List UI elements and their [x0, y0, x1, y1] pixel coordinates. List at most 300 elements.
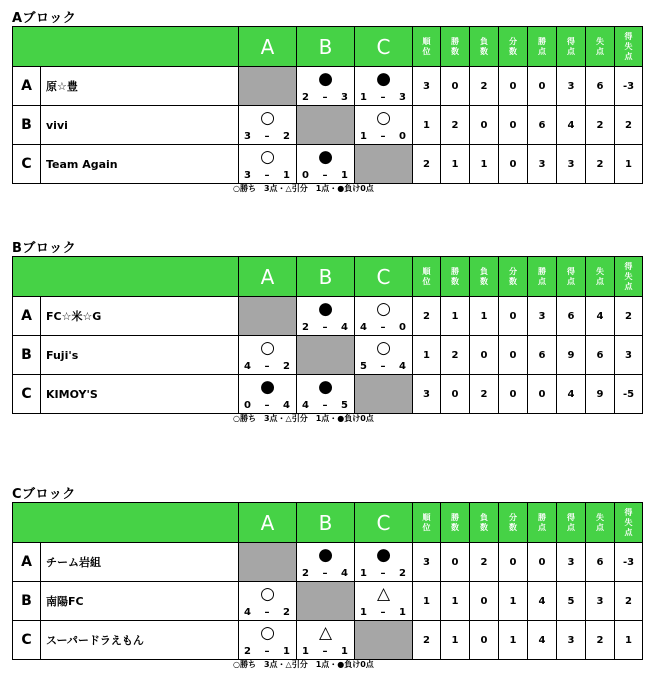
score-separator: –: [322, 170, 328, 181]
stat-header-char: 勝: [451, 266, 459, 276]
match-score: [244, 607, 290, 618]
stat-cell: 6: [528, 106, 557, 145]
score-home: 4: [302, 400, 309, 411]
stat-cell: 3: [413, 375, 441, 414]
score-separator: –: [380, 131, 386, 142]
header-row: [13, 27, 643, 67]
score-away: 2: [283, 607, 290, 618]
stat-cell: 1: [615, 621, 643, 660]
score-away: 2: [283, 131, 290, 142]
self-match-cell: [355, 375, 413, 414]
stat-header-char: 点: [538, 46, 546, 56]
win-mark-icon: ○: [260, 147, 275, 167]
row-label: B: [13, 582, 41, 621]
match-result-cell: [239, 145, 297, 184]
score-away: 1: [399, 607, 406, 618]
team-name: 南陽FC: [41, 582, 239, 621]
score-separator: –: [322, 92, 328, 103]
score-home: 3: [244, 170, 251, 181]
stat-header-char: 点: [624, 281, 633, 291]
score-separator: –: [264, 170, 270, 181]
score-home: 1: [360, 131, 367, 142]
match-score: [360, 322, 406, 333]
stat-cell: 0: [470, 582, 499, 621]
match-result-cell: [239, 621, 297, 660]
stat-cell: 3: [413, 67, 441, 106]
stat-cell: 6: [586, 67, 615, 106]
match-result-cell: [297, 543, 355, 582]
stat-header-char: 失: [624, 517, 633, 527]
score-separator: –: [264, 400, 270, 411]
stat-header-char: 勝: [451, 36, 459, 46]
team-row: [13, 375, 643, 414]
row-label: C: [13, 621, 41, 660]
match-score: [360, 92, 406, 103]
score-separator: –: [264, 361, 270, 372]
stat-cell: 0: [441, 67, 470, 106]
row-label: B: [13, 106, 41, 145]
stat-cell: 2: [586, 145, 615, 184]
stat-header-char: 負: [480, 266, 488, 276]
column-header-stat: [441, 257, 470, 297]
stat-cell: 4: [557, 375, 586, 414]
points-legend: ○勝ち 3点・△引分 1点・●負け0点: [233, 414, 374, 423]
score-home: 1: [302, 646, 309, 657]
stat-header-char: 負: [480, 512, 488, 522]
stat-cell: 3: [557, 543, 586, 582]
match-result-cell: [297, 621, 355, 660]
score-home: 2: [244, 646, 251, 657]
score-away: 1: [283, 646, 290, 657]
match-result-cell: [355, 336, 413, 375]
column-header-stat: [413, 27, 441, 67]
loss-mark-icon: ●: [260, 377, 275, 397]
stat-cell: 0: [528, 375, 557, 414]
match-score: [360, 131, 406, 142]
column-header-stat: [499, 257, 528, 297]
stat-cell: 0: [528, 543, 557, 582]
score-separator: –: [322, 400, 328, 411]
team-row: [13, 67, 643, 106]
column-header-team: A: [239, 257, 297, 297]
column-header-stat: [615, 503, 643, 543]
score-home: 1: [360, 92, 367, 103]
stat-cell: 0: [499, 106, 528, 145]
match-result-cell: [239, 106, 297, 145]
match-score: [360, 568, 406, 579]
stat-cell: 2: [615, 106, 643, 145]
team-row: [13, 297, 643, 336]
stat-header-char: 分: [509, 512, 517, 522]
standings-table: [12, 502, 643, 660]
stat-header-char: 分: [509, 266, 517, 276]
stat-cell: 0: [499, 336, 528, 375]
column-header-stat: [528, 257, 557, 297]
stat-cell: 6: [528, 336, 557, 375]
match-result-cell: [239, 336, 297, 375]
score-separator: –: [322, 646, 328, 657]
match-score: [360, 361, 406, 372]
score-separator: –: [264, 646, 270, 657]
match-result-cell: [355, 297, 413, 336]
self-match-cell: [355, 145, 413, 184]
match-score: [302, 568, 348, 579]
stat-cell: 4: [557, 106, 586, 145]
stat-cell: 0: [499, 543, 528, 582]
header-row: [13, 257, 643, 297]
match-score: [244, 131, 290, 142]
stat-header-char: 点: [596, 46, 604, 56]
stat-cell: 2: [441, 336, 470, 375]
score-away: 0: [399, 131, 406, 142]
column-header-stat: [586, 27, 615, 67]
standings-table: [12, 26, 643, 184]
header-blank-cell: [13, 27, 239, 67]
stat-cell: 2: [586, 621, 615, 660]
column-header-team: B: [297, 503, 355, 543]
stat-cell: 1: [413, 106, 441, 145]
stat-cell: 3: [413, 543, 441, 582]
stat-cell: 2: [470, 543, 499, 582]
stat-header-char: 点: [624, 51, 633, 61]
match-result-cell: [239, 582, 297, 621]
stat-header-char: 数: [480, 46, 488, 56]
stat-header-char: 数: [480, 522, 488, 532]
stat-cell: 4: [528, 621, 557, 660]
block-title: Cブロック: [12, 487, 76, 502]
stat-cell: 3: [557, 621, 586, 660]
stat-header-char: 点: [538, 522, 546, 532]
column-header-team: A: [239, 503, 297, 543]
score-separator: –: [380, 607, 386, 618]
stat-cell: 0: [528, 67, 557, 106]
win-mark-icon: ○: [260, 623, 275, 643]
points-legend: ○勝ち 3点・△引分 1点・●負け0点: [233, 660, 374, 669]
match-result-cell: [239, 375, 297, 414]
score-separator: –: [380, 322, 386, 333]
stat-header-char: 点: [567, 522, 575, 532]
win-mark-icon: ○: [376, 299, 391, 319]
stat-cell: 1: [441, 621, 470, 660]
score-away: 4: [341, 322, 348, 333]
score-separator: –: [264, 607, 270, 618]
column-header-stat: [413, 503, 441, 543]
stat-header-char: 数: [480, 276, 488, 286]
win-mark-icon: ○: [376, 338, 391, 358]
self-match-cell: [239, 297, 297, 336]
stat-cell: 4: [586, 297, 615, 336]
score-separator: –: [380, 361, 386, 372]
loss-mark-icon: ●: [376, 69, 391, 89]
score-away: 4: [399, 361, 406, 372]
header-blank-cell: [13, 257, 239, 297]
match-result-cell: [297, 375, 355, 414]
stat-cell: 3: [557, 67, 586, 106]
score-separator: –: [264, 131, 270, 142]
column-header-stat: [441, 503, 470, 543]
self-match-cell: [297, 106, 355, 145]
stat-header-char: 位: [422, 522, 431, 532]
win-mark-icon: ○: [260, 108, 275, 128]
draw-mark-icon: △: [318, 623, 333, 643]
stat-header-char: 失: [624, 271, 633, 281]
stat-header-char: 得: [624, 31, 633, 41]
stat-header-char: 数: [509, 276, 517, 286]
column-header-stat: [586, 503, 615, 543]
column-header-team: B: [297, 257, 355, 297]
team-name: チーム岩組: [41, 543, 239, 582]
score-home: 1: [360, 607, 367, 618]
stat-header-char: 得: [567, 266, 575, 276]
stat-header-char: 得: [567, 36, 575, 46]
score-away: 1: [341, 646, 348, 657]
header-row: [13, 503, 643, 543]
stat-header-char: 得: [624, 507, 633, 517]
stat-header-char: 得: [624, 261, 633, 271]
score-away: 4: [341, 568, 348, 579]
stat-cell: 9: [557, 336, 586, 375]
score-away: 1: [341, 170, 348, 181]
stat-cell: 3: [528, 145, 557, 184]
stat-header-char: 点: [624, 527, 633, 537]
column-header-stat: [615, 27, 643, 67]
stat-cell: 3: [528, 297, 557, 336]
team-name: スーパードラえもん: [41, 621, 239, 660]
stat-cell: 0: [470, 106, 499, 145]
stat-header-char: 数: [451, 522, 459, 532]
score-home: 0: [302, 170, 309, 181]
stat-header-char: 数: [451, 276, 459, 286]
stat-cell: 2: [586, 106, 615, 145]
stat-cell: 3: [557, 145, 586, 184]
stat-cell: 1: [441, 145, 470, 184]
column-header-stat: [557, 27, 586, 67]
stat-header-char: 順: [422, 512, 431, 522]
self-match-cell: [297, 582, 355, 621]
stat-cell: 2: [413, 145, 441, 184]
stat-cell: 1: [441, 582, 470, 621]
stat-cell: 1: [413, 336, 441, 375]
score-home: 1: [360, 568, 367, 579]
match-score: [244, 400, 290, 411]
column-header-stat: [528, 503, 557, 543]
points-legend: ○勝ち 3点・△引分 1点・●負け0点: [233, 184, 374, 193]
block-title: Aブロック: [12, 11, 77, 26]
column-header-stat: [557, 503, 586, 543]
stat-cell: 0: [499, 297, 528, 336]
match-score: [302, 92, 348, 103]
stat-header-char: 数: [509, 46, 517, 56]
stat-cell: -5: [615, 375, 643, 414]
score-home: 0: [244, 400, 251, 411]
score-away: 4: [283, 400, 290, 411]
stat-cell: 6: [586, 336, 615, 375]
stat-header-char: 失: [596, 266, 604, 276]
team-name: KIMOY'S: [41, 375, 239, 414]
stat-header-char: 点: [567, 46, 575, 56]
team-row: [13, 621, 643, 660]
stat-header-char: 点: [596, 276, 604, 286]
stat-cell: 1: [441, 297, 470, 336]
score-separator: –: [322, 568, 328, 579]
score-home: 4: [360, 322, 367, 333]
stat-cell: 0: [470, 336, 499, 375]
stat-header-char: 順: [422, 266, 431, 276]
score-home: 2: [302, 92, 309, 103]
match-score: [302, 646, 348, 657]
stat-cell: 1: [470, 297, 499, 336]
score-away: 1: [283, 170, 290, 181]
column-header-stat: [413, 257, 441, 297]
match-score: [244, 361, 290, 372]
column-header-team: C: [355, 257, 413, 297]
stat-cell: 6: [557, 297, 586, 336]
team-row: [13, 145, 643, 184]
row-label: A: [13, 67, 41, 106]
stat-header-char: 分: [509, 36, 517, 46]
loss-mark-icon: ●: [318, 147, 333, 167]
stat-cell: 2: [615, 297, 643, 336]
win-mark-icon: ○: [376, 108, 391, 128]
stat-cell: 0: [499, 145, 528, 184]
row-label: A: [13, 297, 41, 336]
stat-header-char: 失: [596, 512, 604, 522]
stat-cell: 3: [615, 336, 643, 375]
self-match-cell: [239, 67, 297, 106]
stat-cell: 2: [615, 582, 643, 621]
loss-mark-icon: ●: [318, 545, 333, 565]
score-home: 2: [302, 568, 309, 579]
stat-cell: 9: [586, 375, 615, 414]
stat-cell: 2: [413, 297, 441, 336]
loss-mark-icon: ●: [376, 545, 391, 565]
stat-header-char: 数: [509, 522, 517, 532]
stat-cell: 0: [499, 67, 528, 106]
stat-cell: 3: [586, 582, 615, 621]
match-result-cell: [355, 67, 413, 106]
match-score: [244, 170, 290, 181]
score-home: 4: [244, 361, 251, 372]
self-match-cell: [239, 543, 297, 582]
team-name: Fuji's: [41, 336, 239, 375]
stat-cell: 0: [499, 375, 528, 414]
column-header-stat: [441, 27, 470, 67]
standings-table: [12, 256, 643, 414]
self-match-cell: [355, 621, 413, 660]
stat-header-char: 勝: [538, 512, 546, 522]
stat-header-char: 失: [624, 41, 633, 51]
score-home: 2: [302, 322, 309, 333]
column-header-team: C: [355, 503, 413, 543]
column-header-stat: [499, 27, 528, 67]
stat-cell: 1: [499, 582, 528, 621]
stat-cell: 1: [499, 621, 528, 660]
loss-mark-icon: ●: [318, 299, 333, 319]
column-header-stat: [470, 27, 499, 67]
stat-header-char: 点: [596, 522, 604, 532]
stat-header-char: 勝: [538, 266, 546, 276]
column-header-team: C: [355, 27, 413, 67]
team-row: [13, 582, 643, 621]
stat-cell: 5: [557, 582, 586, 621]
row-label: C: [13, 375, 41, 414]
row-label: C: [13, 145, 41, 184]
match-score: [302, 322, 348, 333]
stat-cell: 1: [615, 145, 643, 184]
match-result-cell: [297, 145, 355, 184]
win-mark-icon: ○: [260, 584, 275, 604]
column-header-stat: [615, 257, 643, 297]
team-name: vivi: [41, 106, 239, 145]
score-home: 4: [244, 607, 251, 618]
team-name: Team Again: [41, 145, 239, 184]
stat-cell: 2: [441, 106, 470, 145]
row-label: A: [13, 543, 41, 582]
column-header-stat: [557, 257, 586, 297]
team-row: [13, 336, 643, 375]
match-result-cell: [355, 106, 413, 145]
column-header-team: B: [297, 27, 355, 67]
column-header-stat: [586, 257, 615, 297]
score-separator: –: [322, 322, 328, 333]
score-away: 0: [399, 322, 406, 333]
team-row: [13, 106, 643, 145]
score-away: 2: [399, 568, 406, 579]
row-label: B: [13, 336, 41, 375]
score-away: 5: [341, 400, 348, 411]
score-separator: –: [380, 92, 386, 103]
block-title: Bブロック: [12, 241, 77, 256]
win-mark-icon: ○: [260, 338, 275, 358]
stat-cell: 0: [441, 375, 470, 414]
match-score: [302, 170, 348, 181]
stat-header-char: 位: [422, 46, 431, 56]
stat-cell: 0: [470, 621, 499, 660]
match-result-cell: [297, 297, 355, 336]
team-name: 原☆豊: [41, 67, 239, 106]
column-header-stat: [470, 503, 499, 543]
stat-header-char: 勝: [451, 512, 459, 522]
match-result-cell: [297, 67, 355, 106]
stat-cell: 4: [528, 582, 557, 621]
match-score: [244, 646, 290, 657]
stat-cell: -3: [615, 543, 643, 582]
score-away: 2: [283, 361, 290, 372]
team-row: [13, 543, 643, 582]
match-score: [360, 607, 406, 618]
header-blank-cell: [13, 503, 239, 543]
stat-header-char: 位: [422, 276, 431, 286]
loss-mark-icon: ●: [318, 69, 333, 89]
stat-header-char: 順: [422, 36, 431, 46]
stat-header-char: 勝: [538, 36, 546, 46]
stat-cell: 1: [470, 145, 499, 184]
draw-mark-icon: △: [376, 584, 391, 604]
score-separator: –: [380, 568, 386, 579]
score-home: 3: [244, 131, 251, 142]
stat-cell: 0: [441, 543, 470, 582]
match-result-cell: [355, 582, 413, 621]
match-result-cell: [355, 543, 413, 582]
team-name: FC☆米☆G: [41, 297, 239, 336]
stat-cell: -3: [615, 67, 643, 106]
stat-cell: 1: [413, 582, 441, 621]
score-away: 3: [341, 92, 348, 103]
stat-cell: 2: [470, 375, 499, 414]
column-header-stat: [470, 257, 499, 297]
stat-header-char: 点: [538, 276, 546, 286]
match-score: [302, 400, 348, 411]
